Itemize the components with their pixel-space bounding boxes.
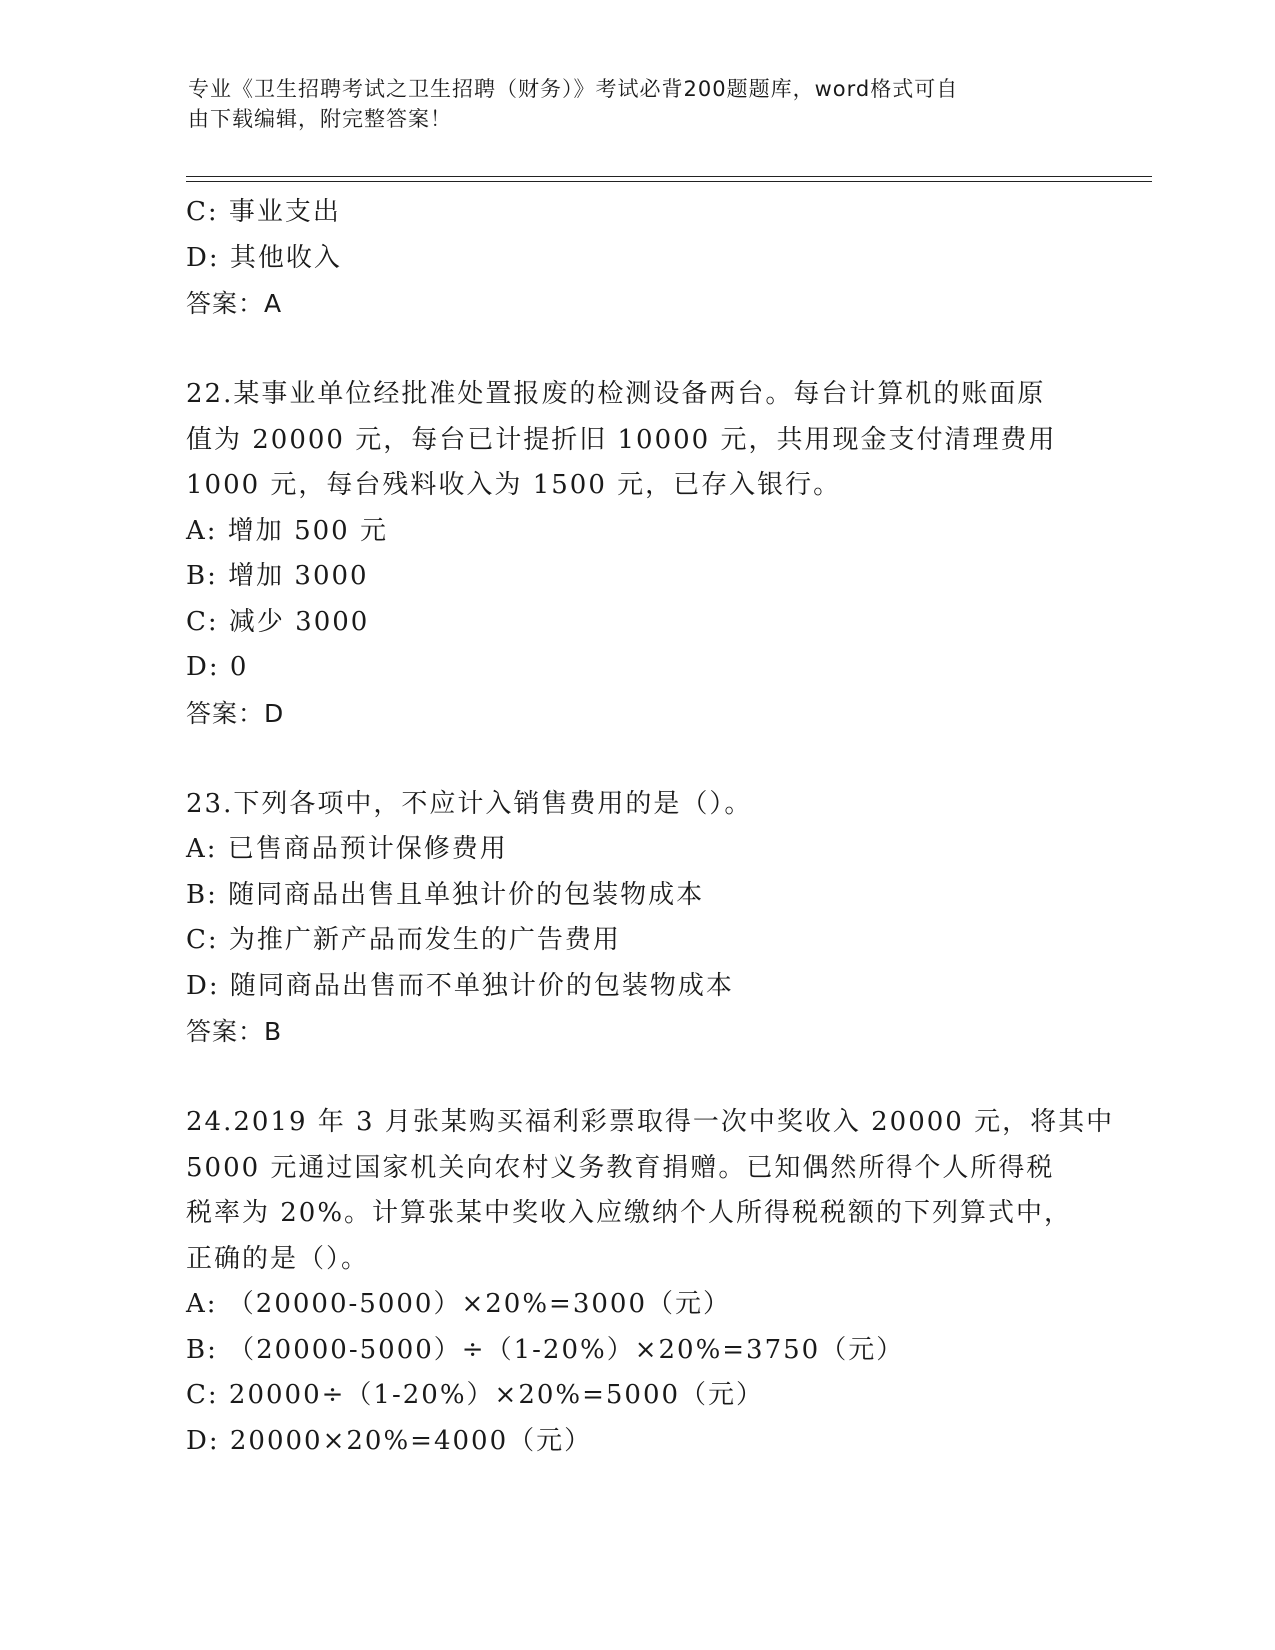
option-a: A: 已售商品预计保修费用	[186, 834, 508, 864]
option-c: C: 20000÷（1-20%）×20%=5000（元）	[186, 1380, 765, 1410]
header-divider-thick	[186, 181, 1152, 182]
question-24	[186, 1100, 1115, 1464]
option-a: A: （20000-5000）×20%=3000（元）	[186, 1289, 731, 1319]
spacer	[186, 736, 1086, 782]
answer-line: 答案：D	[186, 698, 285, 728]
question-text-line: 22.某事业单位经批准处置报废的检测设备两台。每台计算机的账面原	[186, 379, 1046, 409]
option-d: D: 随同商品出售而不单独计价的包装物成本	[186, 970, 734, 1001]
document-body	[186, 190, 1115, 1464]
question-text	[186, 782, 1086, 828]
question-23	[186, 782, 1086, 1055]
option-d: D: 其他收入	[186, 242, 342, 273]
header-line-1: 专业《卫生招聘考试之卫生招聘（财务）》考试必背200题题库，word格式可自	[188, 77, 959, 101]
question-22	[186, 372, 1086, 736]
option-b: B: 随同商品出售且单独计价的包装物成本	[186, 879, 705, 910]
option-b: B: 增加 3000	[186, 561, 369, 591]
spacer	[186, 1055, 1086, 1101]
question-text-line: 24.2019 年 3 月张某购买福利彩票取得一次中奖收入 20000 元，将其中	[186, 1107, 1115, 1137]
header-divider-thin	[186, 176, 1152, 177]
question-text-line: 23.下列各项中，不应计入销售费用的是（）。	[186, 788, 753, 819]
option-c: C: 为推广新产品而发生的广告费用	[186, 925, 621, 955]
option-d: D: 0	[186, 652, 249, 682]
option-a: A: 增加 500 元	[186, 515, 388, 546]
header-line-2: 由下载编辑，附完整答案！	[188, 107, 452, 131]
question-text-line: 值为 20000 元，每台已计提折旧 10000 元，共用现金支付清理费用	[186, 424, 1057, 455]
question-text-line: 正确的是（）。	[186, 1243, 370, 1274]
option-c: C: 减少 3000	[186, 606, 370, 637]
option-b: B: （20000-5000）÷（1-20%）×20%=3750（元）	[186, 1334, 905, 1365]
question-text-line: 5000 元通过国家机关向农村义务教育捐赠。已知偶然所得个人所得税	[186, 1152, 1055, 1183]
question-text	[186, 1100, 1115, 1282]
answer-line: 答案：B	[186, 1017, 283, 1046]
spacer	[186, 327, 1086, 373]
question-text-line: 1000 元，每台残料收入为 1500 元，已存入银行。	[186, 470, 842, 500]
document-header	[188, 74, 1068, 134]
question-text	[186, 372, 1086, 509]
question-text-line: 税率为 20%。计算张某中奖收入应缴纳个人所得税税额的下列算式中，	[186, 1198, 1073, 1228]
question-21-tail	[186, 190, 1086, 327]
option-c: C: 事业支出	[186, 197, 341, 227]
option-d: D: 20000×20%=4000（元）	[186, 1425, 593, 1456]
answer-line: 答案：A	[186, 289, 283, 318]
